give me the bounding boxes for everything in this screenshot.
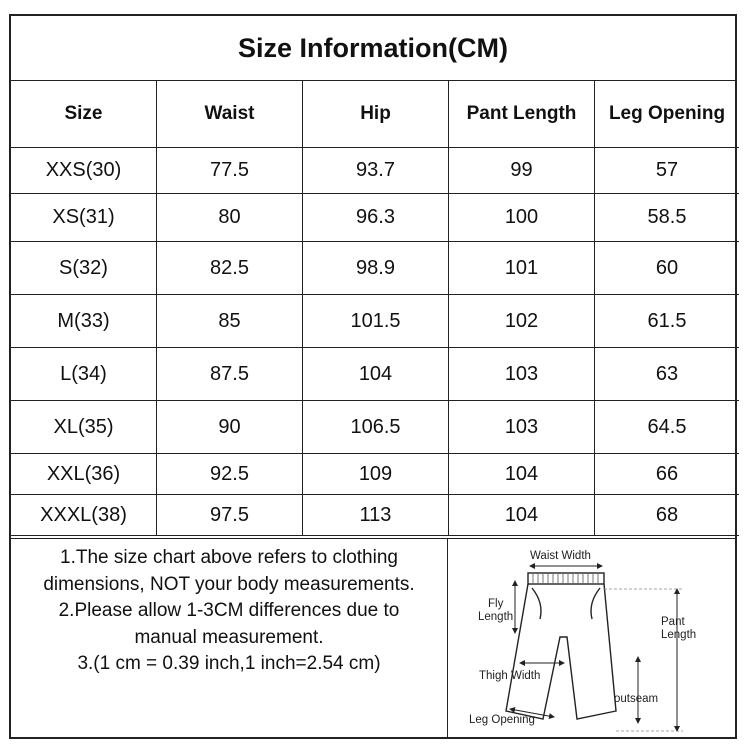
cell-waist: 80 xyxy=(157,194,303,242)
label-leg-opening: Leg Opening xyxy=(469,714,535,726)
cell-pant-length: 100 xyxy=(449,194,595,242)
label-outseam: outseam xyxy=(614,693,659,705)
size-chart-frame xyxy=(9,14,737,739)
pants-outline xyxy=(506,573,616,719)
cell-waist: 97.5 xyxy=(157,495,303,536)
cell-pant-length: 103 xyxy=(449,401,595,454)
cell-size: XL(35) xyxy=(11,401,157,454)
cell-hip: 93.7 xyxy=(303,148,449,194)
table-row xyxy=(11,454,739,495)
table-header-row xyxy=(11,80,739,148)
waistband-hatching xyxy=(533,574,598,583)
cell-waist: 85 xyxy=(157,295,303,348)
cell-pant-length: 104 xyxy=(449,454,595,495)
cell-size: S(32) xyxy=(11,242,157,295)
table-row xyxy=(11,242,739,295)
note-line: 3.(1 cm = 0.39 inch,1 inch=2.54 cm) xyxy=(77,653,381,674)
right-pocket xyxy=(591,588,600,619)
cell-pant-length: 101 xyxy=(449,242,595,295)
cell-size: L(34) xyxy=(11,348,157,401)
table-row xyxy=(11,495,739,536)
cell-pant-length: 99 xyxy=(449,148,595,194)
header-pant-length: Pant Length xyxy=(449,80,595,148)
cell-size: XXXL(38) xyxy=(11,495,157,536)
measurement-diagram xyxy=(447,538,735,737)
cell-hip: 101.5 xyxy=(303,295,449,348)
cell-size: M(33) xyxy=(11,295,157,348)
cell-size: XXS(30) xyxy=(11,148,157,194)
table-row xyxy=(11,194,739,242)
cell-leg-opening: 57 xyxy=(595,148,740,194)
pant-legs xyxy=(506,584,616,719)
note-line: 2.Please allow 1-3CM differences due to xyxy=(58,600,400,621)
cell-hip: 96.3 xyxy=(303,194,449,242)
note-line: manual measurement. xyxy=(134,626,324,648)
cell-waist: 87.5 xyxy=(157,348,303,401)
cell-leg-opening: 63 xyxy=(595,348,740,401)
pants-diagram-svg xyxy=(448,539,735,737)
size-notes xyxy=(11,538,447,737)
note-line: 1.The size chart above refers to clothing xyxy=(60,547,398,568)
table-row xyxy=(11,401,739,454)
header-hip: Hip xyxy=(303,80,449,148)
cell-pant-length: 103 xyxy=(449,348,595,401)
size-table xyxy=(11,80,739,536)
cell-hip: 106.5 xyxy=(303,401,449,454)
cell-leg-opening: 58.5 xyxy=(595,194,740,242)
dimension-arrows xyxy=(510,566,677,731)
cell-waist: 90 xyxy=(157,401,303,454)
header-leg-opening: Leg Opening xyxy=(595,80,740,148)
table-row xyxy=(11,148,739,194)
cell-hip: 98.9 xyxy=(303,242,449,295)
cell-hip: 104 xyxy=(303,348,449,401)
chart-title: Size Information(CM) xyxy=(11,16,735,81)
cell-hip: 109 xyxy=(303,454,449,495)
cell-pant-length: 104 xyxy=(449,495,595,536)
table-row xyxy=(11,348,739,401)
label-thigh-width: Thigh Width xyxy=(479,670,541,682)
cell-leg-opening: 60 xyxy=(595,242,740,295)
label-fly-2: Length xyxy=(478,611,514,623)
left-pocket xyxy=(532,588,541,619)
cell-waist: 77.5 xyxy=(157,148,303,194)
cell-size: XXL(36) xyxy=(11,454,157,495)
label-fly-1: Fly xyxy=(488,598,504,610)
cell-waist: 82.5 xyxy=(157,242,303,295)
cell-size: XS(31) xyxy=(11,194,157,242)
cell-waist: 92.5 xyxy=(157,454,303,495)
cell-leg-opening: 61.5 xyxy=(595,295,740,348)
label-waist-width: Waist Width xyxy=(530,550,591,562)
cell-hip: 113 xyxy=(303,495,449,536)
table-row xyxy=(11,295,739,348)
cell-leg-opening: 64.5 xyxy=(595,401,740,454)
header-waist: Waist xyxy=(157,80,303,148)
note-line: dimensions, NOT your body measurements. xyxy=(43,573,415,595)
cell-leg-opening: 68 xyxy=(595,495,740,536)
label-pant-length-2: Length xyxy=(661,629,697,641)
label-pant-length-1: Pant xyxy=(661,616,685,628)
cell-pant-length: 102 xyxy=(449,295,595,348)
cell-leg-opening: 66 xyxy=(595,454,740,495)
header-size: Size xyxy=(11,80,157,148)
waistband xyxy=(528,573,604,584)
